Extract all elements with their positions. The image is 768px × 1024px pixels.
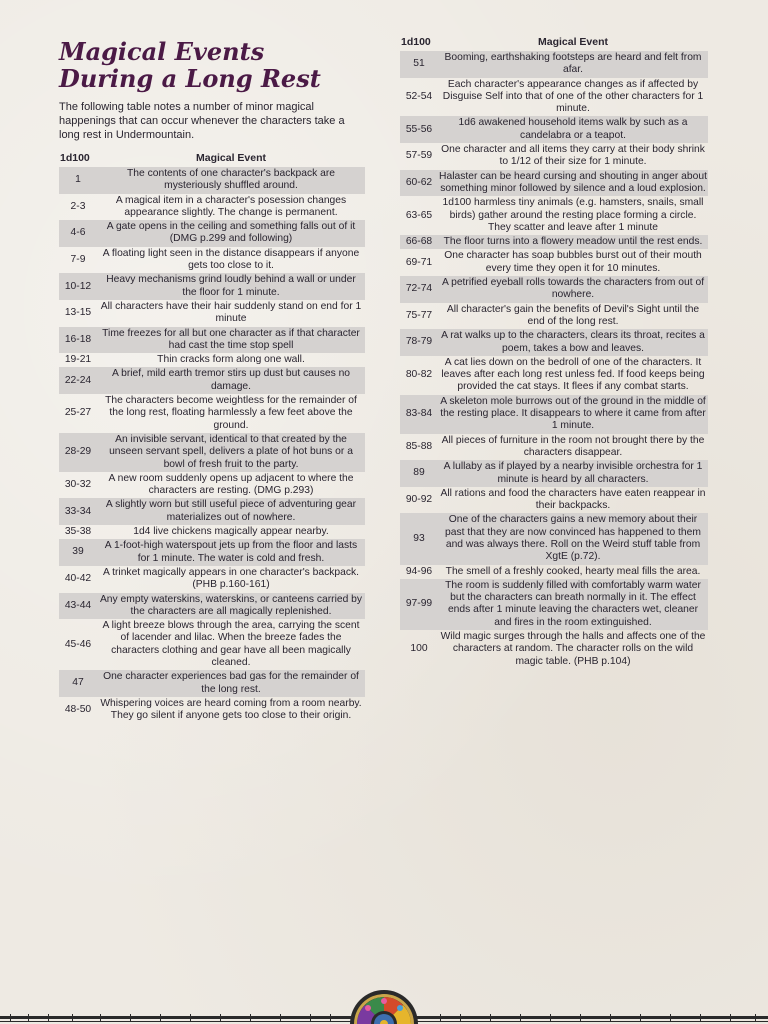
event-cell: A slightly worn but still useful piece of adventuring gear materializes out of nowhere. bbox=[97, 498, 365, 525]
roll-cell: 57-59 bbox=[405, 150, 433, 162]
roll-cell: 90-92 bbox=[405, 493, 433, 505]
event-cell: The floor turns into a flowery meadow until the rest ends. bbox=[438, 235, 708, 249]
table-row bbox=[59, 566, 365, 593]
footer-tick bbox=[610, 1014, 611, 1022]
roll-cell: 100 bbox=[410, 643, 428, 655]
footer-tick bbox=[460, 1014, 461, 1022]
event-cell: 1d4 live chickens magically appear nearby. bbox=[133, 526, 329, 538]
footer-tick bbox=[250, 1014, 251, 1022]
table-row bbox=[59, 220, 365, 247]
event-cell: Time freezes for all but one character as if that character had cast the time stop spell bbox=[97, 327, 365, 354]
table-row bbox=[400, 116, 708, 143]
event-cell: All character's gain the benefits of Devil's Sight until the end of the long rest. bbox=[446, 303, 700, 327]
table-header-row bbox=[59, 150, 365, 167]
event-cell: One character has soap bubbles burst out of their mouth every time they open it for 10 minutes. bbox=[444, 250, 702, 274]
roll-cell: 7-9 bbox=[70, 253, 86, 265]
table-row bbox=[400, 565, 708, 579]
event-cell: Booming, earthshaking footsteps are heard and felt from afar. bbox=[438, 51, 708, 78]
event-cell: A rat walks up to the characters, clears its throat, recites a poem, takes a bow and leaves. bbox=[438, 329, 708, 356]
event-cell: The smell of a freshly cooked, hearty meal fills the area. bbox=[445, 565, 701, 577]
footer-tick bbox=[730, 1014, 731, 1022]
roll-cell: 51 bbox=[400, 51, 438, 78]
events-table-right bbox=[400, 34, 708, 669]
table-row bbox=[59, 247, 365, 274]
table-row bbox=[59, 394, 365, 433]
event-cell: A floating light seen in the distance disappears if anyone gets too close to it. bbox=[102, 247, 360, 272]
footer-tick bbox=[100, 1014, 101, 1022]
event-cell: One character and all items they carry at their body shrink to 1/12 of their size for 1 minute. bbox=[441, 144, 705, 168]
footer-tick bbox=[10, 1014, 11, 1022]
event-cell: A brief, mild earth tremor stirs up dust but causes no damage. bbox=[97, 367, 365, 394]
footer-tick bbox=[280, 1014, 281, 1022]
event-cell: A gate opens in the ceiling and something falls out of it (DMG p.299 and following) bbox=[97, 220, 365, 247]
roll-cell: 52-54 bbox=[405, 90, 433, 102]
table-row bbox=[59, 697, 365, 724]
events-table-left bbox=[59, 150, 365, 723]
event-cell: 1d6 awakened household items walk by such as a candelabra or a teapot. bbox=[438, 116, 708, 143]
table-row bbox=[59, 670, 365, 697]
roll-cell: 83-84 bbox=[400, 395, 438, 434]
roll-column-header: 1d100 bbox=[60, 152, 90, 164]
table-row bbox=[400, 78, 708, 117]
footer-tick bbox=[330, 1014, 331, 1022]
event-cell: A new room suddenly opens up adjacent to where the characters are resting. (DMG p.293) bbox=[108, 472, 354, 497]
roll-cell: 75-77 bbox=[405, 309, 433, 321]
footer-tick bbox=[440, 1014, 441, 1022]
roll-cell: 25-27 bbox=[64, 407, 92, 419]
roll-cell: 2-3 bbox=[70, 200, 86, 212]
footer-tick bbox=[220, 1014, 221, 1022]
event-cell: The contents of one character's backpack are mysteriously shuffled around. bbox=[97, 167, 365, 194]
table-row bbox=[59, 593, 365, 620]
roll-cell: 55-56 bbox=[400, 116, 438, 143]
events-table-left-body bbox=[59, 167, 365, 723]
event-cell: A petrified eyeball rolls towards the characters from out of nowhere. bbox=[438, 276, 708, 303]
table-row bbox=[400, 303, 708, 330]
footer-tick bbox=[28, 1014, 29, 1022]
table-row bbox=[400, 235, 708, 249]
event-cell: A trinket magically appears in one character's backpack. (PHB p.160-161) bbox=[102, 566, 360, 591]
roll-cell: 10-12 bbox=[59, 273, 97, 300]
event-cell: Heavy mechanisms grind loudly behind a wall or under the floor for 1 minute. bbox=[97, 273, 365, 300]
table-row bbox=[400, 170, 708, 197]
roll-cell: 47 bbox=[59, 670, 97, 697]
roll-cell: 22-24 bbox=[59, 367, 97, 394]
table-row bbox=[400, 143, 708, 170]
footer-tick bbox=[160, 1014, 161, 1022]
table-row bbox=[59, 619, 365, 670]
event-cell: One character experiences bad gas for the remainder of the long rest. bbox=[97, 670, 365, 697]
roll-column-header: 1d100 bbox=[401, 36, 431, 48]
table-row bbox=[59, 367, 365, 394]
event-cell: The room is suddenly filled with comfortably warm water but the characters can breath normally in it. The effect ends after 1 minute leaving the characters wet, cleaner and fires in the room extinguished. bbox=[438, 579, 708, 630]
roll-cell: 80-82 bbox=[405, 369, 433, 381]
footer-tick bbox=[670, 1014, 671, 1022]
event-cell: A skeleton mole burrows out of the ground in the middle of the resting place. It disappears to where it came from after 1 minute. bbox=[438, 395, 708, 434]
event-cell: Each character's appearance changes as if affected by Disguise Self into that of one of the other characters for 1 minute. bbox=[442, 78, 704, 115]
event-cell: A cat lies down on the bedroll of one of the characters. It leaves after each long rest unless fed. If food keeps being provided the cat stays. It flees if any combat starts. bbox=[441, 356, 705, 393]
event-cell: Thin cracks form along one wall. bbox=[157, 354, 305, 366]
event-cell: A light breeze blows through the area, carrying the scent of lacender and lilac. When the breeze fades the characters clothing and gear have all been magically cleaned. bbox=[102, 620, 360, 668]
footer-tick bbox=[490, 1014, 491, 1022]
roll-cell: 28-29 bbox=[59, 433, 97, 472]
table-row bbox=[400, 579, 708, 630]
event-cell: Halaster can be heard cursing and shouting in anger about something minor followed by silence and a loud explosion. bbox=[438, 170, 708, 197]
roll-cell: 72-74 bbox=[400, 276, 438, 303]
roll-cell: 45-46 bbox=[64, 638, 92, 650]
event-cell: Any empty waterskins, waterskins, or canteens carried by the characters are all magically replenished. bbox=[97, 593, 365, 620]
roll-cell: 30-32 bbox=[64, 478, 92, 490]
table-row bbox=[59, 525, 365, 539]
roll-cell: 78-79 bbox=[400, 329, 438, 356]
roll-cell: 89 bbox=[400, 460, 438, 487]
event-cell: A 1-foot-high waterspout jets up from the floor and lasts for 1 minute. The water is cold and fresh. bbox=[97, 539, 365, 566]
event-cell: Whispering voices are heard coming from a room nearby. They go silent if anyone gets too close to their origin. bbox=[100, 697, 362, 722]
event-cell: All characters have their hair suddenly stand on end for 1 minute bbox=[100, 300, 362, 325]
table-row bbox=[400, 460, 708, 487]
roll-cell: 13-15 bbox=[64, 307, 92, 319]
table-header-row bbox=[400, 34, 708, 51]
table-row bbox=[400, 276, 708, 303]
right-column bbox=[400, 34, 708, 669]
table-row bbox=[59, 300, 365, 327]
table-row bbox=[59, 273, 365, 300]
table-row bbox=[59, 433, 365, 472]
footer-tick bbox=[550, 1014, 551, 1022]
stained-glass-rose-emblem-icon bbox=[349, 987, 419, 1024]
event-cell: 1d100 harmless tiny animals (e.g. hamsters, snails, small birds) gather around the resting place forming a circle. They scatter and leave after 1 minute bbox=[442, 197, 704, 233]
event-cell: All pieces of furniture in the room not brought there by the characters disappear. bbox=[441, 434, 705, 458]
footer-tick bbox=[580, 1014, 581, 1022]
event-cell: A magical item in a character's posession changes appearance slightly. The change is permanent. bbox=[115, 194, 347, 218]
table-row bbox=[400, 51, 708, 78]
roll-cell: 85-88 bbox=[405, 440, 433, 452]
table-row bbox=[400, 487, 708, 514]
table-row bbox=[59, 498, 365, 525]
roll-cell: 19-21 bbox=[64, 354, 92, 366]
footer-tick bbox=[640, 1014, 641, 1022]
page-title: Magical Events During a Long Rest bbox=[59, 37, 321, 93]
roll-cell: 39 bbox=[59, 539, 97, 566]
events-table-right-body bbox=[400, 51, 708, 669]
event-cell: An invisible servant, identical to that created by the unseen servant spell, delivers a plate of hot buns or a bowl of fresh fruit to the party. bbox=[97, 433, 365, 472]
roll-cell: 97-99 bbox=[400, 579, 438, 630]
table-row bbox=[59, 167, 365, 194]
event-cell: One of the characters gains a new memory about their past that they are now convinced has happened to them and was always there. Roll on the Weird stuff table from XgtE (p.72). bbox=[438, 513, 708, 564]
table-row bbox=[400, 249, 708, 276]
roll-cell: 33-34 bbox=[59, 498, 97, 525]
table-row bbox=[59, 472, 365, 499]
table-row bbox=[59, 327, 365, 354]
footer-tick bbox=[48, 1014, 49, 1022]
roll-cell: 66-68 bbox=[400, 235, 438, 249]
event-cell: Wild magic surges through the halls and affects one of the characters at random. The character rolls on the wild magic table. (PHB p.104) bbox=[440, 631, 706, 667]
table-row bbox=[400, 630, 708, 669]
table-row bbox=[400, 196, 708, 235]
intro-paragraph: The following table notes a number of minor magical happenings that can occur whenever the characters take a long rest in Undermountain. bbox=[59, 101, 345, 141]
footer-tick bbox=[72, 1014, 73, 1022]
footer-tick bbox=[700, 1014, 701, 1022]
table-row bbox=[400, 434, 708, 461]
event-cell: A lullaby as if played by a nearby invisible orchestra for 1 minute is heard by all characters. bbox=[438, 460, 708, 487]
roll-cell: 35-38 bbox=[64, 526, 92, 538]
table-row bbox=[59, 353, 365, 367]
event-column-header: Magical Event bbox=[195, 152, 267, 164]
table-row bbox=[400, 329, 708, 356]
roll-cell: 63-65 bbox=[405, 209, 433, 221]
roll-cell: 16-18 bbox=[59, 327, 97, 354]
left-column bbox=[59, 38, 365, 723]
table-row bbox=[59, 194, 365, 221]
roll-cell: 4-6 bbox=[59, 220, 97, 247]
roll-cell: 48-50 bbox=[64, 704, 92, 716]
table-row bbox=[400, 356, 708, 395]
roll-cell: 43-44 bbox=[59, 593, 97, 620]
event-cell: The characters become weightless for the remainder of the long rest, floating harmlessly a few feet above the ground. bbox=[105, 395, 357, 431]
roll-cell: 60-62 bbox=[400, 170, 438, 197]
roll-cell: 93 bbox=[400, 513, 438, 564]
footer-tick bbox=[310, 1014, 311, 1022]
event-cell: All rations and food the characters have eaten reappear in their backpacks. bbox=[440, 487, 706, 512]
roll-cell: 40-42 bbox=[64, 573, 92, 585]
footer-tick bbox=[520, 1014, 521, 1022]
roll-cell: 69-71 bbox=[405, 256, 433, 268]
table-row bbox=[400, 395, 708, 434]
footer-tick bbox=[190, 1014, 191, 1022]
footer-tick bbox=[755, 1014, 756, 1022]
roll-cell: 94-96 bbox=[405, 565, 433, 577]
event-column-header: Magical Event bbox=[537, 36, 609, 48]
table-row bbox=[400, 513, 708, 564]
footer-tick bbox=[130, 1014, 131, 1022]
table-row bbox=[59, 539, 365, 566]
roll-cell: 1 bbox=[59, 167, 97, 194]
